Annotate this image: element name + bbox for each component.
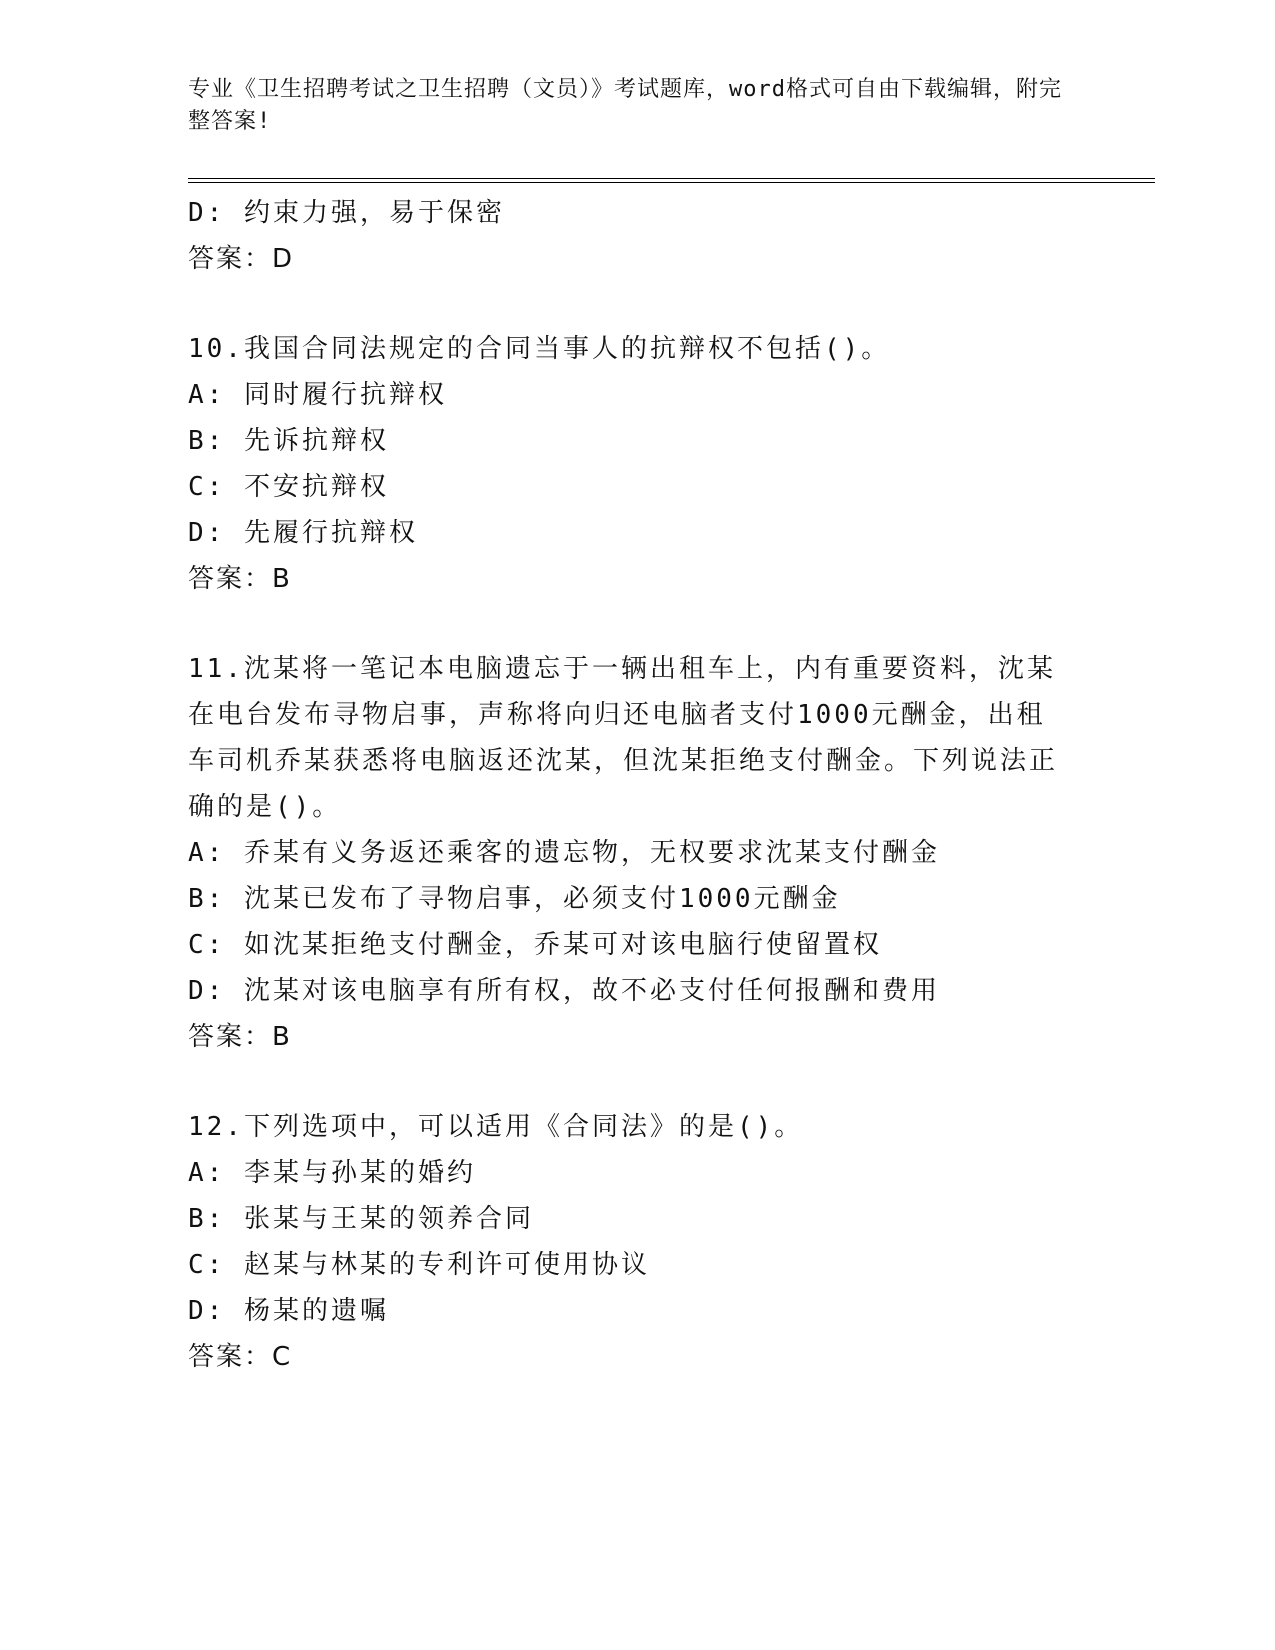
- answer: 答案：B: [188, 564, 292, 594]
- question-10: [188, 326, 1088, 602]
- question-12: [188, 1104, 1088, 1380]
- option-a: A: 乔某有义务返还乘客的遗忘物，无权要求沈某支付酬金: [188, 838, 940, 868]
- question-stem: 10.我国合同法规定的合同当事人的抗辩权不包括()。: [188, 334, 891, 364]
- option-d: D: 约束力强，易于保密: [188, 198, 505, 228]
- option-b: B: 先诉抗辩权: [188, 426, 389, 456]
- option-d: D: 沈某对该电脑享有所有权，故不必支付任何报酬和费用: [188, 976, 940, 1006]
- option-d: D: 先履行抗辩权: [188, 518, 418, 548]
- answer: 答案：B: [188, 1022, 292, 1052]
- question-11: [188, 646, 1088, 1060]
- question-stem: 11.沈某将一笔记本电脑遗忘于一辆出租车上，内有重要资料，沈某在电台发布寻物启事，声称将向归还电脑者支付1000元酬金，出租车司机乔某获悉将电脑返还沈某，但沈某拒绝支付酬金。下列说法正确的是()。: [188, 654, 1059, 822]
- answer: 答案：C: [188, 1342, 293, 1372]
- option-a: A: 同时履行抗辩权: [188, 380, 447, 410]
- option-b: B: 张某与王某的领养合同: [188, 1204, 534, 1234]
- question-stem: 12.下列选项中，可以适用《合同法》的是()。: [188, 1112, 804, 1142]
- option-c: C: 不安抗辩权: [188, 472, 389, 502]
- question-list: [188, 190, 1088, 1380]
- document-header: 专业《卫生招聘考试之卫生招聘（文员）》考试题库，word格式可自由下载编辑，附完整答案!: [188, 77, 1062, 134]
- header-double-rule: [188, 178, 1155, 183]
- option-d: D: 杨某的遗嘱: [188, 1296, 389, 1326]
- option-b: B: 沈某已发布了寻物启事，必须支付1000元酬金: [188, 884, 841, 914]
- option-c: C: 赵某与林某的专利许可使用协议: [188, 1250, 650, 1280]
- answer: 答案：D: [188, 244, 295, 274]
- option-a: A: 李某与孙某的婚约: [188, 1158, 476, 1188]
- option-c: C: 如沈某拒绝支付酬金，乔某可对该电脑行使留置权: [188, 930, 882, 960]
